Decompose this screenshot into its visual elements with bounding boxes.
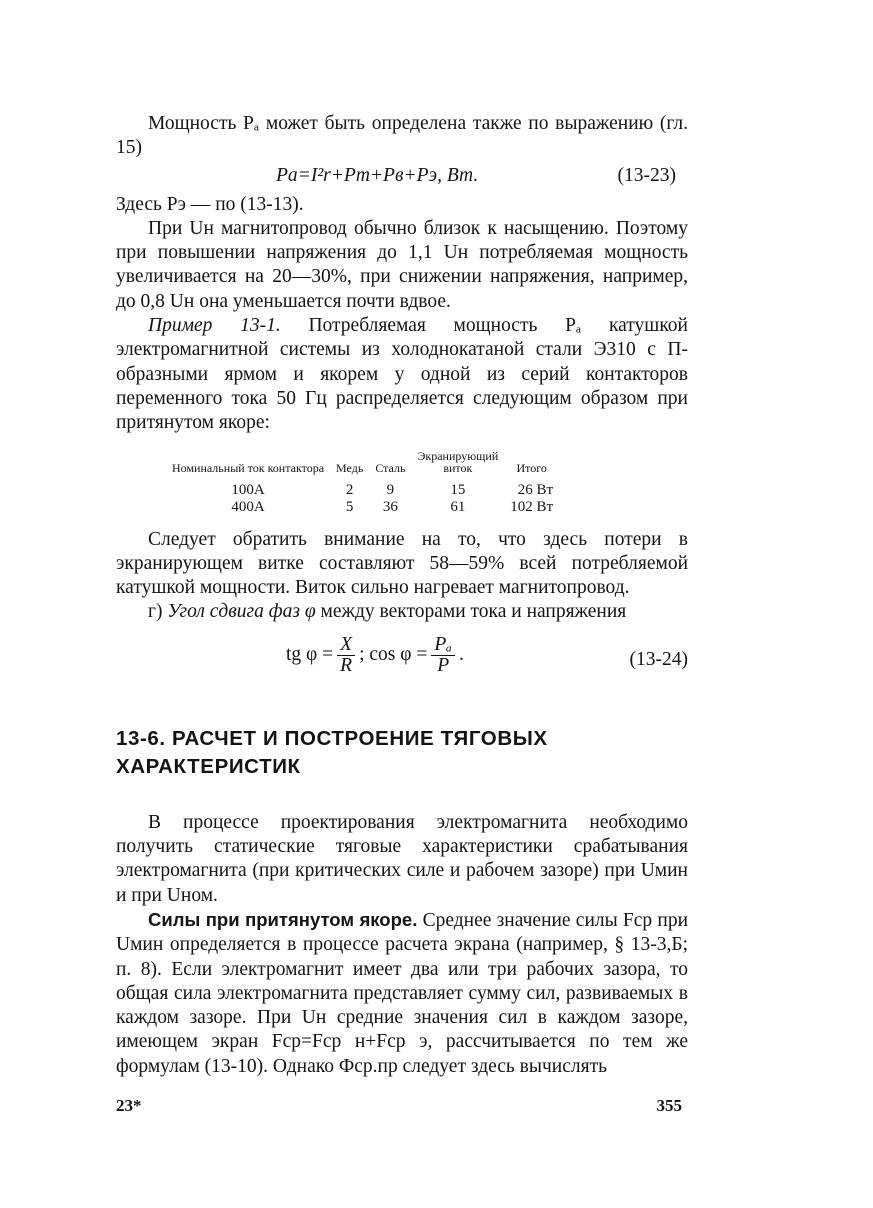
paragraph-8-text: Среднее значение силы Fср при Uмин определяется в процессе расчета экрана (например, § 13-3,Б; п. 8). Если электромагнит имеет два или три рабочих зазора, то общая сила электромагнита представляет сумму сил, развиваемых в каждом зазоре. При Uн средние значения сил в каждом зазоре, имеющем экран Fср=Fср н+Fср э, рассчитывается по тем же формулам (13-10). Однако Фср.пр следует здесь вычислять xyxy=(116,909,689,1077)
formula-separator: ; cos φ = xyxy=(359,644,428,666)
item-prefix: г) xyxy=(148,601,163,623)
fraction-numerator: Pₐ xyxy=(431,635,455,656)
formula-13-23-expression: Pа=I²r+Pт+Pв+Pэ, Вт. xyxy=(276,164,479,186)
table-cell: 15 xyxy=(450,481,466,498)
run-in-heading: Силы при притянутом якоре. xyxy=(148,908,418,930)
table-cell: 9 xyxy=(386,481,395,498)
table-cell: 36 xyxy=(382,498,398,515)
table-header: Итого xyxy=(516,460,547,475)
table-header: Сталь xyxy=(375,460,406,475)
phase-angle-label: Угол сдвига фаз φ xyxy=(167,601,316,623)
paragraph-7: В процессе проектирования электромагнита необходимо получить статические тяговые характеристики срабатывания электромагнита (при критических силе и рабочем зазоре) при Uмин и при Uном. xyxy=(116,811,688,906)
fraction-pa-p xyxy=(431,635,455,676)
table-cell: 102 Вт xyxy=(510,498,554,515)
formula-13-23 xyxy=(116,161,688,193)
formula-13-24-expression xyxy=(286,635,464,676)
paragraph-6 xyxy=(116,600,688,624)
fraction-x-r xyxy=(337,635,355,676)
example-label: Пример 13-1. xyxy=(148,315,281,337)
table-cell: 400А xyxy=(231,498,265,515)
fraction-denominator: R xyxy=(340,654,353,676)
fraction-numerator: X xyxy=(337,635,355,656)
paragraph-3: При Uн магнитопровод обычно близок к насыщению. Поэтому при повышении напряжения до 1,1 Uн потребляемая мощность увеличивается на 20—30%, при снижении напряжения, например, до 0,8 Uн она уменьшается почти вдвое. xyxy=(116,217,688,312)
formula-13-24-number: (13-24) xyxy=(629,648,688,670)
paragraph-6-text: между векторами тока и напряжения xyxy=(320,601,627,623)
formula-lhs: tg φ = xyxy=(286,644,334,666)
formula-tail: . xyxy=(459,644,464,666)
page-number: 355 xyxy=(656,1096,682,1115)
table-cell: 100А xyxy=(231,481,265,498)
table-cell: 61 xyxy=(450,498,466,515)
table-header: Экранирующий виток xyxy=(417,448,499,475)
table-header: Медь xyxy=(336,460,364,475)
paragraph-4 xyxy=(116,314,688,435)
paragraph-5: Следует обратить внимание на то, что здесь потери в экранирующем витке составляют 58—59% всей потребляемой катушкой мощности. Виток сильно нагревает магнитопровод. xyxy=(116,528,688,599)
paragraph-2: Здесь Pэ — по (13-13). xyxy=(116,193,304,215)
table-cell: 5 xyxy=(345,498,354,515)
formula-13-24 xyxy=(116,629,688,689)
table-row xyxy=(166,482,559,499)
table-header-row xyxy=(166,450,559,482)
paragraph-8 xyxy=(116,908,688,1079)
paragraph-4-text: Потребляемая мощность Pₐ катушкой электромагнитной системы из холоднокатаной стали Э310 с П-образными ярмом и якорем у одной из серий контакторов переменного тока 50 Гц распределяется следующим образом при притянутом якоре: xyxy=(116,315,688,434)
table-header: Номинальный ток контактора xyxy=(172,460,325,475)
signature-mark: 23* xyxy=(116,1096,142,1115)
section-heading: 13-6. РАСЧЕТ И ПОСТРОЕНИЕ ТЯГОВЫХ ХАРАКТЕРИСТИК xyxy=(116,726,548,778)
power-table xyxy=(166,450,559,516)
table-row xyxy=(166,499,559,516)
formula-13-23-number: (13-23) xyxy=(617,164,676,186)
table-cell: 2 xyxy=(345,481,354,498)
fraction-denominator: P xyxy=(437,654,450,676)
table-cell: 26 Вт xyxy=(517,481,554,498)
page-body xyxy=(116,112,688,1079)
paragraph-1: Мощность Pₐ может быть определена также по выражению (гл. 15) xyxy=(116,113,688,159)
